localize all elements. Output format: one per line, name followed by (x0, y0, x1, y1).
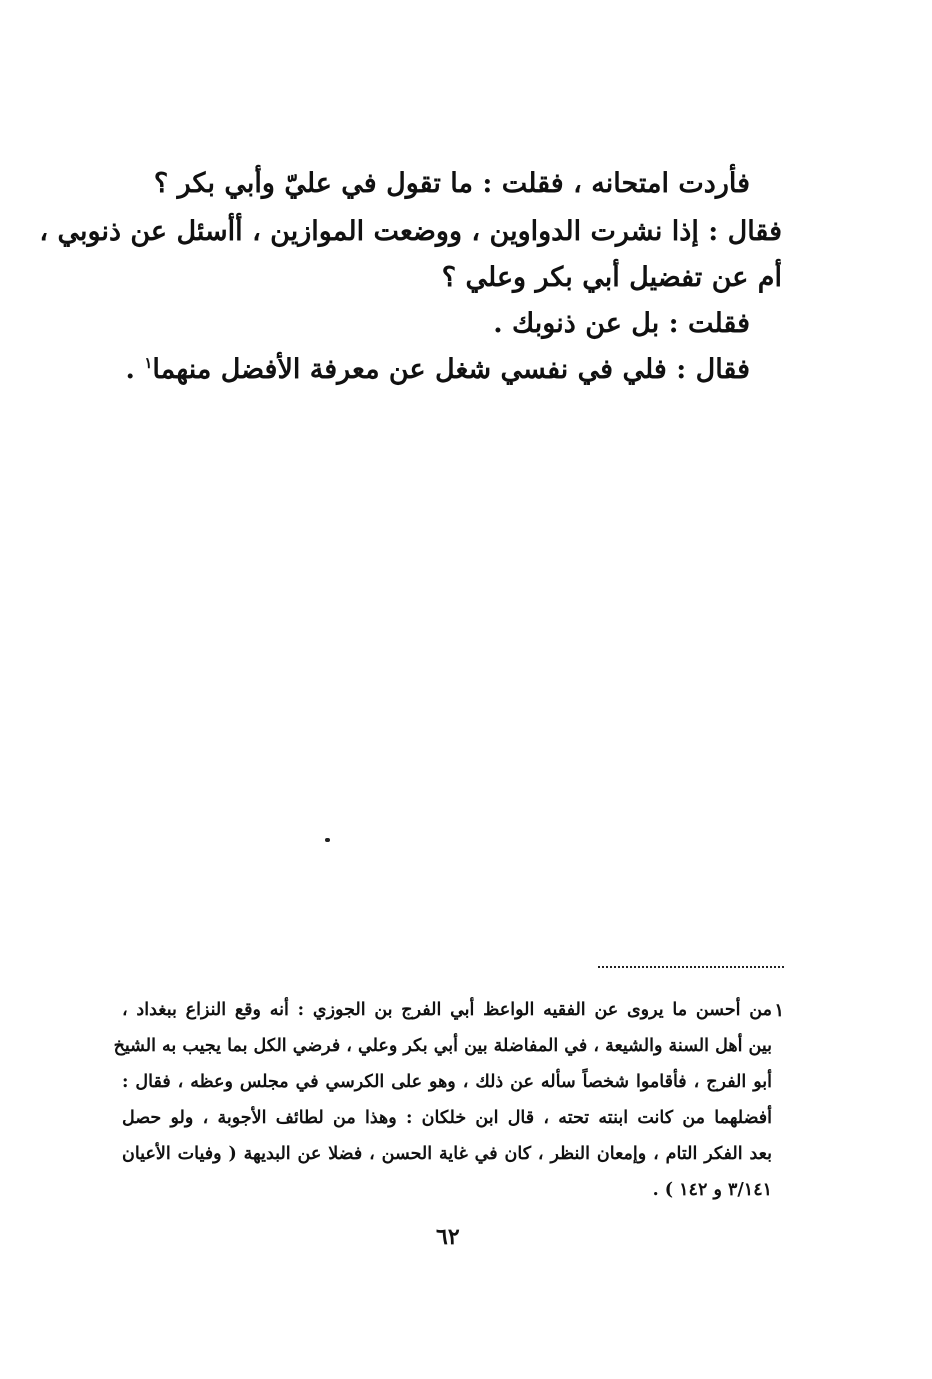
text-line-2: فقال : إذا نشرت الدواوين ، ووضعت الموازين ، أأسئل عن ذنوبي ، (39, 216, 782, 247)
ink-speck (325, 838, 330, 842)
footnote-line-2: بين أهل السنة والشيعة ، في المفاضلة بين أبي بكر وعلي ، فرضي الكل بما يجيب به الشيخ (113, 1036, 772, 1056)
text-line-4: فقلت : بل عن ذنوبك . (493, 308, 750, 339)
footnote-number: ١ (774, 1000, 784, 1021)
footnote-line-5: بعد الفكر التام ، وإمعان النظر ، كان في غاية الحسن ، فضلا عن البديهة ( وفيات الأعيان (122, 1144, 772, 1164)
footnote-marker: ١ (144, 354, 153, 372)
text-line-1: فأردت امتحانه ، فقلت : ما تقول في عليّ وأبي بكر ؟ (153, 168, 750, 199)
text-line-5-content: فقال : فلي في نفسي شغل عن معرفة الأفضل منهما (152, 354, 750, 385)
text-line-3: أم عن تفضيل أبي بكر وعلي ؟ (441, 262, 782, 293)
footnote-line-4: أفضلهما من كانت ابنته تحته ، قال ابن خلكان : وهذا من لطائف الأجوبة ، ولو حصل (122, 1108, 772, 1128)
footnote-line-3: أبو الفرج ، فأقاموا شخصاً سأله عن ذلك ، وهو على الكرسي في مجلس وعظه ، فقال : (122, 1072, 772, 1092)
footnote-separator (598, 966, 784, 968)
text-line-5: فقال : فلي في نفسي شغل عن معرفة الأفضل منهما$^١$ . (125, 354, 750, 385)
footnote-line-6: ٣/١٤١ و ١٤٢ ) . (652, 1180, 772, 1200)
page-number: ٦٢ (436, 1224, 460, 1250)
footnote-line-1: من أحسن ما يروى عن الفقيه الواعظ أبي الفرج بن الجوزي : أنه وقع النزاع ببغداد ، (122, 1000, 772, 1020)
